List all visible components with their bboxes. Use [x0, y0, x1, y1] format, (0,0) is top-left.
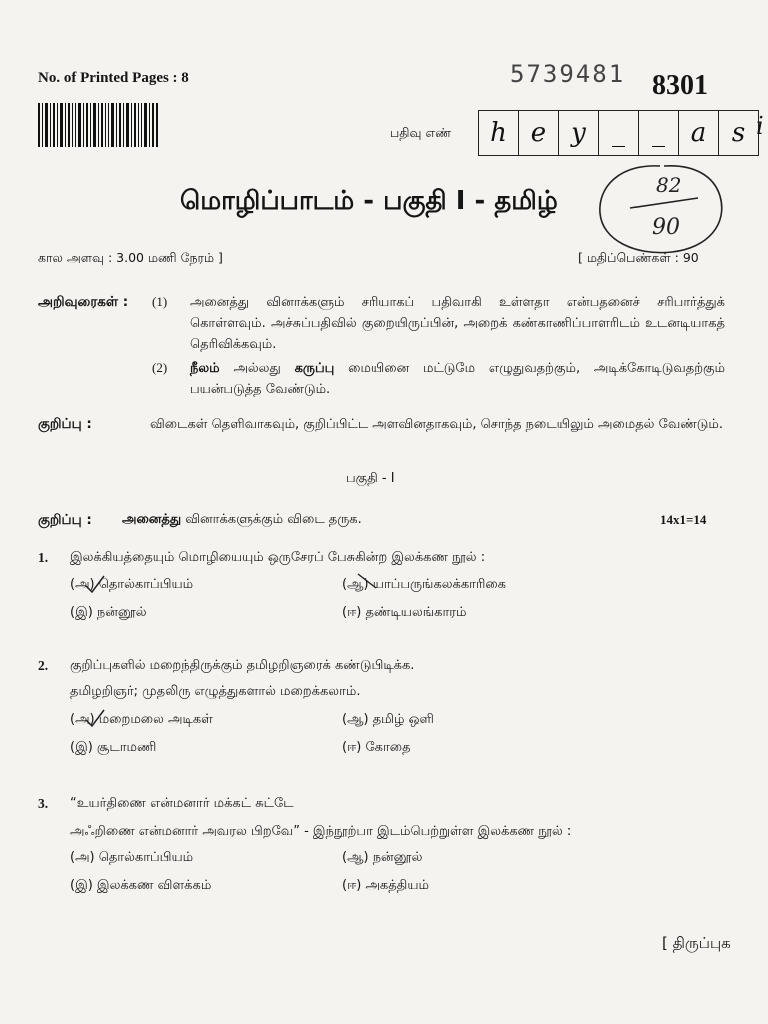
option-a[interactable]: (அ) தொல்காப்பியம்: [70, 577, 194, 592]
paper-code: 8301: [652, 70, 708, 101]
question-text: தமிழறிஞர்; முதலிரு எழுத்துகளால் மறைக்கலாம்.: [70, 684, 361, 699]
register-number-label: பதிவு எண்: [390, 125, 452, 140]
register-digit-box[interactable]: _: [599, 111, 639, 155]
register-extra-char: i: [756, 112, 764, 140]
score-obtained: 82: [656, 173, 682, 197]
score-total: 90: [652, 215, 680, 240]
or-label: அல்லது: [233, 361, 281, 376]
option-b[interactable]: (ஆ) நன்னூல்: [342, 850, 423, 865]
ink-blue-label: நீலம்: [190, 361, 220, 376]
option-c[interactable]: (இ) இலக்கண விளக்கம்: [70, 878, 212, 893]
option-a[interactable]: (அ) மறைமலை அடிகள்: [70, 712, 213, 727]
instruction-number: (1): [152, 294, 168, 309]
register-digit-box[interactable]: h: [479, 111, 519, 155]
instruction-text: அனைத்து வினாக்களும் சரியாகப் பதிவாகி உள்ளதா என்பதனைச் சரிபார்த்துக் கொள்ளவும். அச்சுப்பதிவில் குறையிருப்பின், அறைக் கண்காணிப்பாளரிடம் உடனடியாகத் தெரிவிக்கவும்.: [190, 295, 725, 352]
option-d[interactable]: (ஈ) அகத்தியம்: [342, 878, 429, 893]
register-digit-box[interactable]: _: [639, 111, 679, 155]
answer-tick-mark: [356, 570, 378, 592]
option-a[interactable]: (அ) தொல்காப்பியம்: [70, 850, 194, 865]
section-heading: பகுதி - I: [346, 471, 395, 486]
register-digit-box[interactable]: a: [679, 111, 719, 155]
section-note: [122, 512, 362, 528]
note-label: குறிப்பு :: [38, 416, 92, 432]
instruction-rest: மையினை மட்டுமே எழுதுவதற்கும், அடிக்கோடிடுவதற்கும் பயன்படுத்த வேண்டும்.: [190, 361, 725, 397]
question-text: குறிப்புகளில் மறைந்திருக்கும் தமிழறிஞரைக் கண்டுபிடிக்க.: [70, 658, 415, 673]
question-text: “உயர்திணை என்மனார் மக்கட் சுட்டே: [70, 796, 294, 811]
question-text: இலக்கியத்தையும் மொழியையும் ஒருசேரப் பேசுகின்ற இலக்கண நூல் :: [70, 550, 486, 565]
barcode: [38, 103, 158, 147]
option-d[interactable]: (ஈ) கோதை: [342, 740, 411, 755]
ink-black-label: கருப்பு: [294, 361, 335, 376]
serial-number: 5739481: [510, 60, 626, 88]
option-d[interactable]: (ஈ) தண்டியலங்காரம்: [342, 605, 467, 620]
printed-pages-label: No. of Printed Pages : 8: [38, 70, 189, 86]
question-number: 2.: [38, 658, 49, 673]
register-digit-box[interactable]: e: [519, 111, 559, 155]
option-c[interactable]: (இ) சூடாமணி: [70, 740, 157, 755]
register-digit-box[interactable]: y: [559, 111, 599, 155]
section-marks: 14x1=14: [660, 512, 707, 527]
section-note-bold: அனைத்து: [122, 512, 182, 527]
instructions-label: அறிவுரைகள் :: [38, 294, 129, 310]
register-digit-box[interactable]: s: [731, 118, 746, 148]
question-number: 1.: [38, 550, 49, 565]
question-number: 3.: [38, 796, 49, 811]
answer-tick-mark: [84, 708, 106, 730]
exam-title: மொழிப்பாடம் - பகுதி I - தமிழ்: [180, 186, 558, 216]
max-marks: [ மதிப்பெண்கள் : 90: [578, 250, 699, 265]
turn-over-label: [ திருப்புக: [662, 934, 731, 952]
answer-tick-mark: [84, 574, 106, 596]
handwritten-score: [590, 158, 730, 258]
option-c[interactable]: (இ) நன்னூல்: [70, 605, 147, 620]
exam-duration: கால அளவு : 3.00 மணி நேரம் ]: [38, 250, 223, 265]
question-text: அஃறிணை என்மனார் அவரல பிறவே” - இந்நூற்பா இடம்பெற்றுள்ள இலக்கண நூல் :: [70, 824, 572, 839]
section-note-body: வினாக்களுக்கும் விடை தருக.: [185, 512, 362, 527]
option-b[interactable]: (ஆ) தமிழ் ஒளி: [342, 712, 434, 727]
register-number-boxes[interactable]: [478, 110, 759, 156]
instruction-number: (2): [152, 360, 168, 375]
note-text: விடைகள் தெளிவாகவும், குறிப்பிட்ட அளவினதாகவும், சொந்த நடையிலும் அமைதல் வேண்டும்.: [150, 417, 724, 432]
section-note-label: குறிப்பு :: [38, 512, 92, 528]
instruction-text: [190, 358, 725, 400]
option-b[interactable]: (ஆ) யாப்பருங்கலக்காரிகை: [342, 577, 506, 592]
